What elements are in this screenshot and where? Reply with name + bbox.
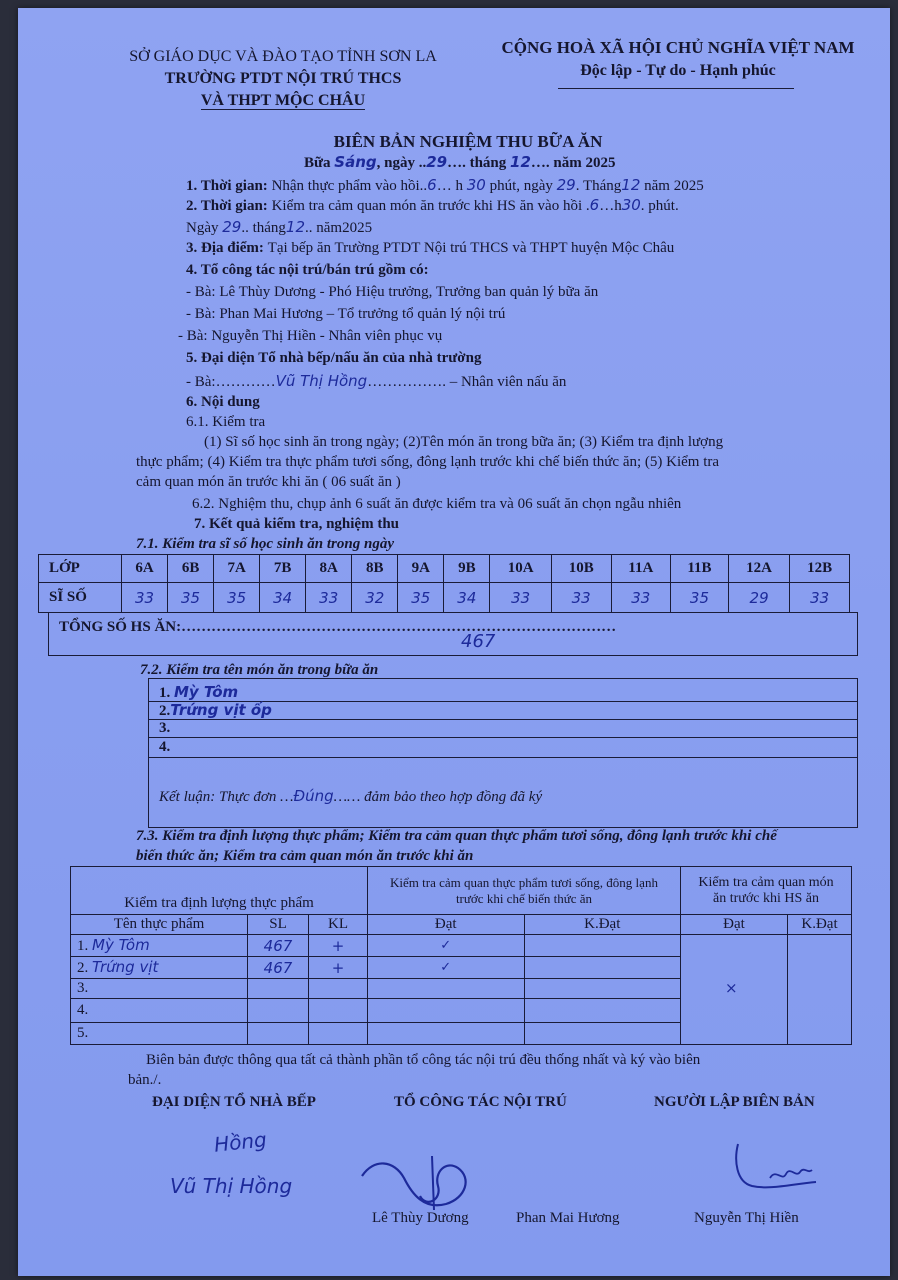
- class-roster-table: [38, 554, 850, 613]
- meal-line: Bữa Sáng, ngày ..29…. tháng 12…. năm 2025: [304, 153, 616, 171]
- count-cell: 33: [490, 583, 552, 613]
- class-cell: 8A: [306, 555, 352, 583]
- count-cell: 34: [444, 583, 490, 613]
- section-2-line1: 2. Thời gian: Kiểm tra cảm quan món ăn trước khi HS ăn vào hồi .6…h30. phút.: [186, 196, 679, 214]
- school-name-line1: TRƯỜNG PTDT NỘI TRÚ THCS: [164, 70, 402, 87]
- total-value: 467: [461, 631, 496, 652]
- dish-item: 4.: [159, 739, 171, 755]
- department-name: SỞ GIÁO DỤC VÀ ĐÀO TẠO TỈNH SƠN LA: [129, 48, 437, 65]
- kitchen-signer-name: Vũ Thị Hồng: [170, 1174, 293, 1198]
- meal-day: 29: [426, 153, 448, 171]
- sensory-fail-header: K.Đạt: [788, 915, 852, 935]
- section-7-1: 7.1. Kiểm tra sĩ số học sinh ăn trong ngày: [136, 536, 394, 552]
- school-name-line2: VÀ THPT MỘC CHÂU: [200, 92, 366, 109]
- table-row: 5.: [71, 1023, 852, 1045]
- fresh-fail-header: K.Đạt: [524, 915, 681, 935]
- member-2: - Bà: Phan Mai Hương – Tổ trưởng tổ quản lý nội trú: [186, 306, 506, 322]
- count-cell: 35: [671, 583, 729, 613]
- weight-header: KL: [309, 915, 368, 935]
- class-cell: 9A: [398, 555, 444, 583]
- count-cell: 33: [611, 583, 671, 613]
- table-row: 4.: [71, 999, 852, 1023]
- count-cell: 35: [398, 583, 444, 613]
- class-cell: 9B: [444, 555, 490, 583]
- total-box: [48, 612, 858, 656]
- class-cell: 7A: [214, 555, 260, 583]
- national-motto: Độc lập - Tự do - Hạnh phúc: [580, 62, 776, 79]
- section-7-3-line1: 7.3. Kiểm tra định lượng thực phẩm; Kiểm tra cảm quan thực phẩm tươi sống, đông lạnh trước khi chế: [136, 828, 777, 844]
- menu-conclusion: Kết luận: Thực đơn …Đúng…… đảm bảo theo hợp đồng đã ký: [159, 787, 543, 805]
- section-1: 1. Thời gian: Nhận thực phẩm vào hồi..6… h 30 phút, ngày 29. Tháng12 năm 2025: [186, 176, 704, 194]
- board-signature: [354, 1148, 494, 1218]
- count-cell: 33: [306, 583, 352, 613]
- count-cell: 35: [168, 583, 214, 613]
- class-cell: 6B: [168, 555, 214, 583]
- author-signature: [730, 1138, 830, 1198]
- section-3: 3. Địa điểm: Tại bếp ăn Trường PTDT Nội trú THCS và THPT huyện Mộc Châu: [186, 240, 675, 256]
- dish-item: 3.: [159, 720, 171, 736]
- class-cell: 11B: [671, 555, 729, 583]
- table-row: 2. Trứng vịt 467 + ✓: [71, 957, 852, 979]
- national-title: CỘNG HOÀ XÃ HỘI CHỦ NGHĨA VIỆT NAM: [501, 38, 855, 57]
- dish-item: 2.Trứng vịt ốp: [159, 701, 272, 719]
- count-cell: 34: [260, 583, 306, 613]
- class-cell: 10A: [490, 555, 552, 583]
- fresh-food-check-header: Kiểm tra cảm quan thực phẩm tươi sống, đông lạnh trước khi chế biến thức ăn: [368, 867, 681, 915]
- class-cell: 6A: [122, 555, 168, 583]
- section-6-para-2: thực phẩm; (4) Kiểm tra thực phẩm tươi sống, đông lạnh trước khi chế biến thức ăn; (5) Kiểm tra: [136, 454, 720, 470]
- section-6-para-1: (1) Sĩ số học sinh ăn trong ngày; (2)Tên món ăn trong bữa ăn; (3) Kiểm tra định lượng: [204, 434, 724, 450]
- class-cell: 8B: [352, 555, 398, 583]
- inspection-table: [70, 866, 852, 1045]
- sensory-mark: ×: [725, 979, 738, 997]
- dish-box: [148, 678, 858, 828]
- total-label: TỔNG SỐ HS ĂN:……………………………………………………………………………: [59, 619, 617, 635]
- author-signer: Nguyễn Thị Hiền: [694, 1210, 799, 1226]
- count-cell: 32: [352, 583, 398, 613]
- kitchen-signature-title: ĐẠI DIỆN TỔ NHÀ BẾP: [152, 1094, 316, 1110]
- fresh-pass-header: Đạt: [368, 915, 525, 935]
- sensory-check-header: Kiểm tra cảm quan món ăn trước khi HS ăn: [681, 867, 852, 915]
- quantity-header: SL: [248, 915, 309, 935]
- section-7-heading: 7. Kết quả kiểm tra, nghiệm thu: [194, 516, 400, 532]
- member-3: - Bà: Nguyễn Thị Hiền - Nhân viên phục vụ: [178, 328, 443, 344]
- sensory-pass-header: Đạt: [681, 915, 788, 935]
- kitchen-signature: Hồng: [212, 1127, 268, 1157]
- section-7-2: 7.2. Kiểm tra tên món ăn trong bữa ăn: [140, 662, 379, 678]
- document-title: BIÊN BẢN NGHIỆM THU BỮA ĂN: [333, 132, 603, 151]
- document-page: [18, 8, 890, 1276]
- class-header: LỚP: [39, 555, 122, 583]
- count-cell: 29: [728, 583, 790, 613]
- motto-underline: [558, 88, 794, 89]
- section-2-line2: Ngày 29.. tháng12.. năm2025: [186, 218, 373, 236]
- class-row: [39, 555, 850, 583]
- cook-line: - Bà:…………Vũ Thị Hồng……………. – Nhân viên nấu ăn: [186, 372, 567, 390]
- count-header: SĨ SỐ: [39, 583, 122, 613]
- meal-month: 12: [510, 153, 531, 171]
- count-cell: 33: [790, 583, 850, 613]
- board-signature-title: TỔ CÔNG TÁC NỘI TRÚ: [394, 1094, 567, 1110]
- section-6-para-3: cảm quan món ăn trước khi ăn ( 06 suất ăn ): [136, 474, 401, 490]
- author-signature-title: NGƯỜI LẬP BIÊN BẢN: [654, 1094, 815, 1110]
- board-signer-1: Lê Thùy Dương: [372, 1210, 469, 1226]
- member-1: - Bà: Lê Thùy Dương - Phó Hiệu trưởng, Trưởng ban quản lý bữa ăn: [186, 284, 599, 300]
- class-cell: 12A: [728, 555, 790, 583]
- sensory-pass-cell: [681, 935, 788, 1045]
- section-6-heading: 6. Nội dung: [186, 394, 260, 410]
- food-name-header: Tên thực phẩm: [71, 915, 248, 935]
- class-cell: 12B: [790, 555, 850, 583]
- dish-item: 1. Mỳ Tôm: [159, 683, 239, 701]
- class-cell: 10B: [551, 555, 611, 583]
- count-cell: 33: [122, 583, 168, 613]
- table-row: 3.: [71, 979, 852, 999]
- closing-line-2: bản./.: [128, 1072, 162, 1088]
- count-cell: 33: [551, 583, 611, 613]
- section-5-heading: 5. Đại diện Tổ nhà bếp/nấu ăn của nhà trường: [186, 350, 482, 366]
- board-signer-2: Phan Mai Hương: [516, 1210, 620, 1226]
- table-row: 1. Mỳ Tôm 467 + ✓ ×: [71, 935, 852, 957]
- cook-name: Vũ Thị Hồng: [275, 372, 368, 390]
- meal-value: Sáng: [334, 153, 377, 171]
- quantity-check-header: Kiểm tra định lượng thực phẩm: [71, 867, 368, 915]
- count-row: [39, 583, 850, 613]
- class-cell: 7B: [260, 555, 306, 583]
- class-cell: 11A: [611, 555, 671, 583]
- section-6-1: 6.1. Kiểm tra: [186, 414, 266, 430]
- section-6-2: 6.2. Nghiệm thu, chụp ảnh 6 suất ăn được kiểm tra và 06 suất ăn chọn ngẫu nhiên: [192, 496, 682, 512]
- count-cell: 35: [214, 583, 260, 613]
- section-4-heading: 4. Tổ công tác nội trú/bán trú gồm có:: [186, 262, 429, 278]
- section-7-3-line2: biến thức ăn; Kiểm tra cảm quan món ăn trước khi ăn: [136, 848, 474, 864]
- closing-line-1: Biên bản được thông qua tất cả thành phần tổ công tác nội trú đều thống nhất và ký vào biên: [146, 1052, 701, 1068]
